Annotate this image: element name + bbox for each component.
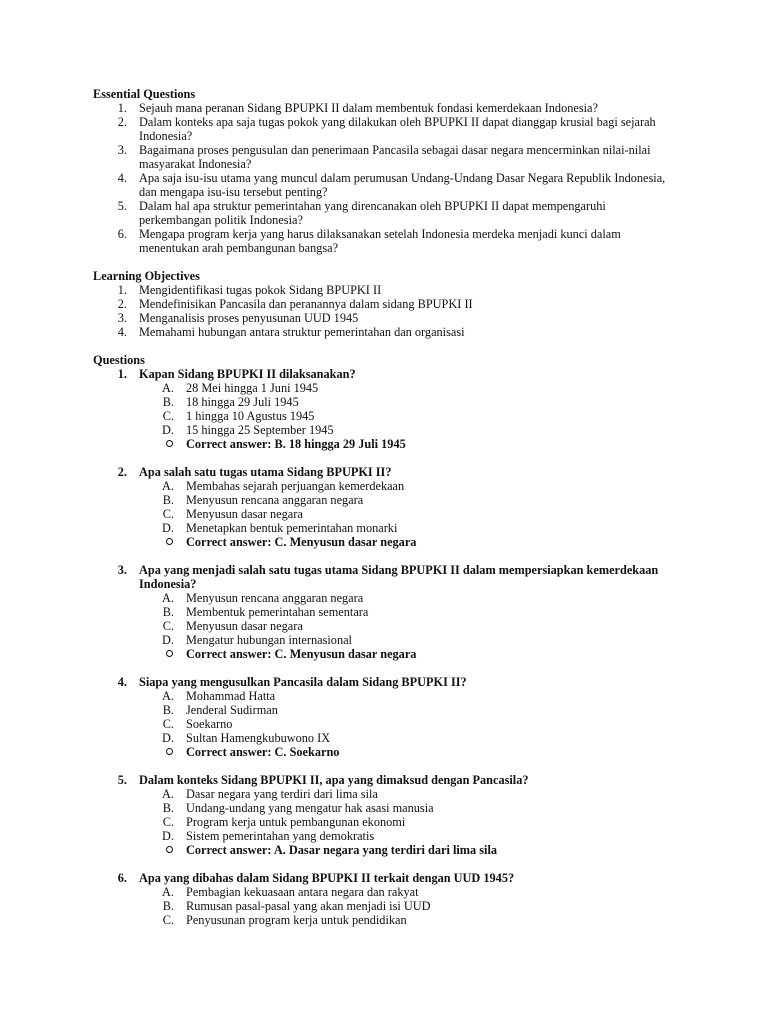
option-item: [93, 899, 668, 913]
option-text: 28 Mei hingga 1 Juni 1945: [186, 381, 319, 395]
option-letter: A.: [162, 689, 174, 703]
option-item: [93, 479, 668, 493]
option-text: Mengatur hubungan internasional: [186, 633, 352, 647]
option-letter: A.: [162, 591, 174, 605]
essential-question-item: [93, 227, 668, 255]
option-text: Dasar negara yang terdiri dari lima sila: [186, 787, 378, 801]
option-item: [93, 605, 668, 619]
option-list: [93, 787, 668, 857]
option-item: [93, 633, 668, 647]
option-text: Program kerja untuk pembangunan ekonomi: [186, 815, 406, 829]
question-number: 3.: [117, 563, 127, 577]
correct-answer-text: Correct answer: C. Soekarno: [186, 745, 340, 759]
item-number: 4.: [117, 325, 127, 339]
question-text: Apa yang dibahas dalam Sidang BPUPKI II terkait dengan UUD 1945?: [139, 871, 515, 885]
option-text: Menetapkan bentuk pemerintahan monarki: [186, 521, 398, 535]
option-item: [93, 507, 668, 521]
option-item: [93, 717, 668, 731]
option-text: Menyusun rencana anggaran negara: [186, 493, 364, 507]
essential-questions-list: [93, 101, 668, 255]
item-number: 6.: [117, 227, 127, 241]
question-stem: [93, 367, 668, 381]
option-list: [93, 591, 668, 661]
objective-item: [93, 325, 668, 339]
question-number: 2.: [117, 465, 127, 479]
question-text: Siapa yang mengusulkan Pancasila dalam Sidang BPUPKI II?: [139, 675, 467, 689]
option-letter: C.: [162, 619, 174, 633]
option-item: [93, 395, 668, 409]
essential-question-item: [93, 115, 668, 143]
option-letter: C.: [162, 717, 174, 731]
item-text: Memahami hubungan antara struktur pemerintahan dan organisasi: [139, 325, 465, 339]
question-text: Dalam konteks Sidang BPUPKI II, apa yang dimaksud dengan Pancasila?: [139, 773, 529, 787]
option-letter: B.: [162, 395, 174, 409]
question-stem: [93, 465, 668, 479]
option-letter: A.: [162, 381, 174, 395]
option-text: 1 hingga 10 Agustus 1945: [186, 409, 315, 423]
item-text: Mengapa program kerja yang harus dilaksanakan setelah Indonesia merdeka menjadi kunci dalam menentukan arah pembangunan bangsa?: [139, 227, 621, 255]
option-letter: C.: [162, 409, 174, 423]
option-text: Menyusun dasar negara: [186, 619, 303, 633]
option-list: [93, 885, 668, 927]
option-item: [93, 829, 668, 843]
item-number: 3.: [117, 311, 127, 325]
question-stem: [93, 675, 668, 689]
essential-question-item: [93, 199, 668, 227]
option-letter: A.: [162, 885, 174, 899]
objective-item: [93, 297, 668, 311]
option-list: [93, 689, 668, 759]
essential-question-item: [93, 101, 668, 115]
item-number: 2.: [117, 115, 127, 129]
option-item: [93, 619, 668, 633]
correct-answer-text: Correct answer: B. 18 hingga 29 Juli 1945: [186, 437, 406, 451]
correct-answer-item: [93, 437, 668, 451]
circle-bullet-icon: [139, 843, 174, 857]
option-text: Sultan Hamengkubuwono IX: [186, 731, 331, 745]
item-number: 3.: [117, 143, 127, 157]
option-item: [93, 423, 668, 437]
option-letter: D.: [162, 731, 174, 745]
essential-question-item: [93, 171, 668, 199]
question-text: Kapan Sidang BPUPKI II dilaksanakan?: [139, 367, 356, 381]
question-number: 6.: [117, 871, 127, 885]
item-number: 5.: [117, 199, 127, 213]
option-letter: C.: [162, 815, 174, 829]
option-item: [93, 787, 668, 801]
question-number: 4.: [117, 675, 127, 689]
item-number: 1.: [117, 101, 127, 115]
learning-objectives-list: [93, 283, 668, 339]
option-letter: B.: [162, 493, 174, 507]
option-item: [93, 689, 668, 703]
option-item: [93, 591, 668, 605]
option-item: [93, 885, 668, 899]
objective-item: [93, 311, 668, 325]
correct-answer-item: [93, 745, 668, 759]
item-text: Apa saja isu-isu utama yang muncul dalam perumusan Undang-Undang Dasar Negara Republik Indonesia, dan mengapa isu-isu tersebut penting?: [139, 171, 666, 199]
item-number: 4.: [117, 171, 127, 185]
question-number: 5.: [117, 773, 127, 787]
option-item: [93, 815, 668, 829]
option-list: [93, 381, 668, 451]
option-item: [93, 703, 668, 717]
option-text: Menyusun dasar negara: [186, 507, 303, 521]
option-list: [93, 479, 668, 549]
option-text: 18 hingga 29 Juli 1945: [186, 395, 299, 409]
item-text: Dalam konteks apa saja tugas pokok yang dilakukan oleh BPUPKI II dapat dianggap krusial bagi sejarah Indonesia?: [139, 115, 656, 143]
questions-heading: Questions: [93, 353, 145, 367]
essential-questions-heading: Essential Questions: [93, 87, 196, 101]
correct-answer-text: Correct answer: A. Dasar negara yang terdiri dari lima sila: [186, 843, 498, 857]
option-text: Soekarno: [186, 717, 233, 731]
item-text: Bagaimana proses pengusulan dan penerimaan Pancasila sebagai dasar negara mencerminkan nilai-nilai masyarakat Indonesia?: [139, 143, 651, 171]
option-letter: B.: [162, 605, 174, 619]
option-text: Pembagian kekuasaan antara negara dan rakyat: [186, 885, 419, 899]
correct-answer-text: Correct answer: C. Menyusun dasar negara: [186, 535, 417, 549]
correct-answer-text: Correct answer: C. Menyusun dasar negara: [186, 647, 417, 661]
option-letter: D.: [162, 633, 174, 647]
question-text: Apa yang menjadi salah satu tugas utama Sidang BPUPKI II dalam mempersiapkan kemerdekaan Indonesia?: [139, 563, 659, 591]
option-item: [93, 409, 668, 423]
option-text: 15 hingga 25 September 1945: [186, 423, 334, 437]
option-text: Membahas sejarah perjuangan kemerdekaan: [186, 479, 405, 493]
option-letter: C.: [162, 507, 174, 521]
question-block: [93, 871, 668, 927]
question-block: [93, 465, 668, 549]
question-stem: [93, 773, 668, 787]
item-text: Sejauh mana peranan Sidang BPUPKI II dalam membentuk fondasi kemerdekaan Indonesia?: [139, 101, 598, 115]
circle-bullet-icon: [139, 437, 174, 451]
question-block: [93, 773, 668, 857]
option-letter: A.: [162, 787, 174, 801]
question-block: [93, 367, 668, 451]
essential-questions-section: [93, 87, 668, 255]
option-letter: A.: [162, 479, 174, 493]
option-text: Menyusun rencana anggaran negara: [186, 591, 364, 605]
option-letter: D.: [162, 423, 174, 437]
option-letter: C.: [162, 913, 174, 927]
item-text: Mendefinisikan Pancasila dan peranannya dalam sidang BPUPKI II: [139, 297, 473, 311]
question-number: 1.: [117, 367, 127, 381]
question-stem: [93, 563, 668, 591]
question-stem: [93, 871, 668, 885]
item-text: Dalam hal apa struktur pemerintahan yang direncanakan oleh BPUPKI II dapat mempengaruhi perkembangan politik Indonesia?: [139, 199, 606, 227]
option-letter: B.: [162, 703, 174, 717]
item-number: 2.: [117, 297, 127, 311]
option-text: Jenderal Sudirman: [186, 703, 278, 717]
correct-answer-item: [93, 843, 668, 857]
option-text: Undang-undang yang mengatur hak asasi manusia: [186, 801, 434, 815]
option-text: Rumusan pasal-pasal yang akan menjadi isi UUD: [186, 899, 431, 913]
option-item: [93, 913, 668, 927]
option-letter: D.: [162, 829, 174, 843]
question-block: [93, 563, 668, 661]
item-number: 1.: [117, 283, 127, 297]
option-item: [93, 381, 668, 395]
correct-answer-item: [93, 535, 668, 549]
learning-objectives-section: [93, 269, 668, 339]
correct-answer-item: [93, 647, 668, 661]
option-letter: D.: [162, 521, 174, 535]
questions-section: [93, 353, 668, 927]
item-text: Menganalisis proses penyusunan UUD 1945: [139, 311, 359, 325]
question-block: [93, 675, 668, 759]
option-text: Mohammad Hatta: [186, 689, 276, 703]
option-letter: B.: [162, 801, 174, 815]
option-letter: B.: [162, 899, 174, 913]
essential-question-item: [93, 143, 668, 171]
option-item: [93, 521, 668, 535]
option-text: Sistem pemerintahan yang demokratis: [186, 829, 375, 843]
learning-objectives-heading: Learning Objectives: [93, 269, 200, 283]
option-text: Penyusunan program kerja untuk pendidikan: [186, 913, 407, 927]
circle-bullet-icon: [139, 745, 174, 759]
option-text: Membentuk pemerintahan sementara: [186, 605, 369, 619]
option-item: [93, 731, 668, 745]
question-text: Apa salah satu tugas utama Sidang BPUPKI II?: [139, 465, 392, 479]
option-item: [93, 493, 668, 507]
circle-bullet-icon: [139, 535, 174, 549]
option-item: [93, 801, 668, 815]
item-text: Mengidentifikasi tugas pokok Sidang BPUPKI II: [139, 283, 382, 297]
objective-item: [93, 283, 668, 297]
circle-bullet-icon: [139, 647, 174, 661]
